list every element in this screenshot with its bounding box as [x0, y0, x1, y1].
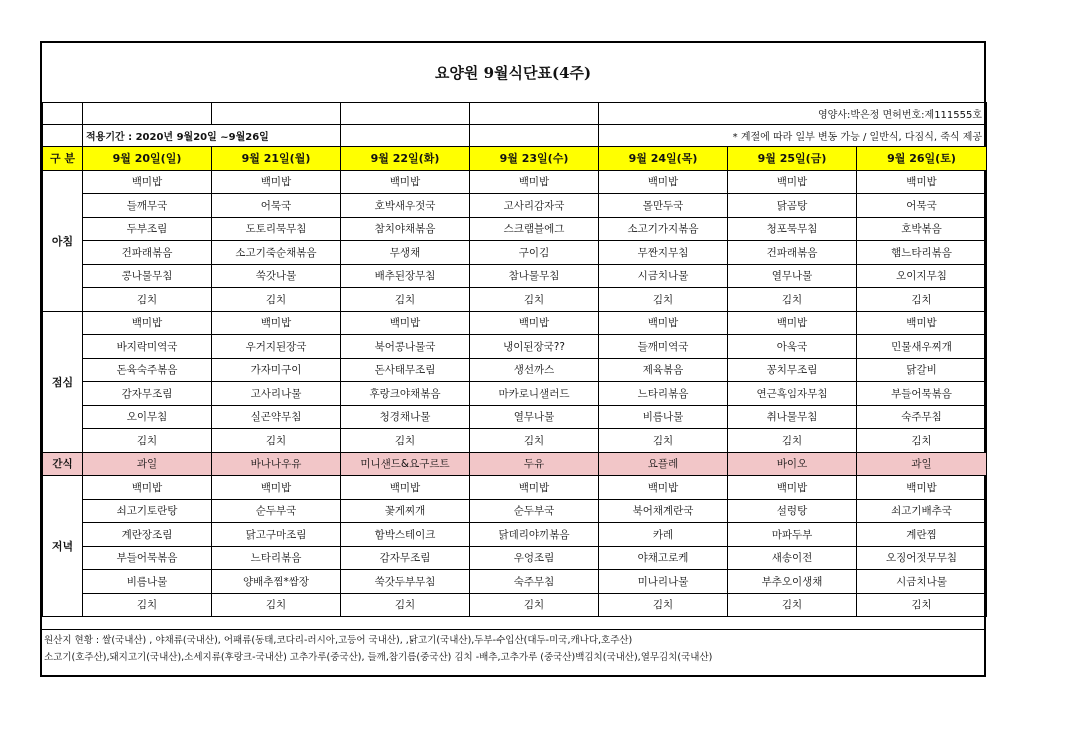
menu-item: 고사리나물 — [212, 382, 341, 406]
menu-item: 민물새우찌개 — [857, 335, 987, 359]
menu-item: 오이무침 — [83, 405, 212, 429]
menu-item: 쑥갓나물 — [212, 264, 341, 288]
menu-item: 소고기죽순채볶음 — [212, 241, 341, 265]
menu-item: 우엉조림 — [470, 546, 599, 570]
header-row — [43, 147, 987, 171]
meta-row-2 — [43, 125, 987, 147]
day-header: 9월 25일(금) — [728, 147, 857, 171]
menu-item: 김치 — [857, 593, 987, 617]
menu-item: 비름나물 — [599, 405, 728, 429]
menu-item: 김치 — [212, 593, 341, 617]
menu-item: 어묵국 — [212, 194, 341, 218]
menu-item: 꽁치무조림 — [728, 358, 857, 382]
meta-row-1 — [43, 103, 987, 125]
lunch-row — [43, 358, 987, 382]
menu-item: 카레 — [599, 523, 728, 547]
menu-item: 김치 — [857, 429, 987, 453]
day-header: 9월 20일(일) — [83, 147, 212, 171]
menu-item: 김치 — [83, 288, 212, 312]
menu-item: 김치 — [212, 288, 341, 312]
menu-item: 돈육숙주볶음 — [83, 358, 212, 382]
menu-item: 김치 — [341, 593, 470, 617]
menu-item: 우거지된장국 — [212, 335, 341, 359]
menu-item: 쇠고기토란탕 — [83, 499, 212, 523]
menu-item: 김치 — [341, 288, 470, 312]
lunch-row — [43, 429, 987, 453]
menu-item: 무짠지무침 — [599, 241, 728, 265]
menu-item: 김치 — [470, 288, 599, 312]
menu-item: 도토리묵무침 — [212, 217, 341, 241]
menu-item: 마파두부 — [728, 523, 857, 547]
menu-item: 취나물무침 — [728, 405, 857, 429]
dinner-label: 저녁 — [43, 476, 83, 617]
menu-item: 백미밥 — [728, 311, 857, 335]
day-header: 9월 21일(월) — [212, 147, 341, 171]
breakfast-row — [43, 170, 987, 194]
menu-item: 백미밥 — [83, 170, 212, 194]
menu-item: 생선까스 — [470, 358, 599, 382]
breakfast-row — [43, 217, 987, 241]
menu-item: 느타리볶음 — [212, 546, 341, 570]
menu-item: 순두부국 — [470, 499, 599, 523]
menu-item: 김치 — [599, 288, 728, 312]
menu-item: 닭고구마조림 — [212, 523, 341, 547]
breakfast-row — [43, 241, 987, 265]
menu-item: 감자무조림 — [341, 546, 470, 570]
menu-item: 청포묵무침 — [728, 217, 857, 241]
menu-item: 백미밥 — [470, 311, 599, 335]
menu-note: * 계절에 따라 일부 변동 가능 / 일반식, 다짐식, 죽식 제공 — [599, 125, 987, 147]
menu-item: 계란장조림 — [83, 523, 212, 547]
menu-item: 북어채계란국 — [599, 499, 728, 523]
snack-item: 과일 — [857, 452, 987, 476]
menu-item: 백미밥 — [857, 170, 987, 194]
snack-row — [43, 452, 987, 476]
menu-item: 마카로니샐러드 — [470, 382, 599, 406]
menu-item: 함박스테이크 — [341, 523, 470, 547]
menu-item: 참나물무침 — [470, 264, 599, 288]
menu-item: 백미밥 — [599, 170, 728, 194]
menu-item: 몰만두국 — [599, 194, 728, 218]
menu-item: 건파래볶음 — [83, 241, 212, 265]
menu-item: 백미밥 — [341, 170, 470, 194]
menu-item: 김치 — [83, 593, 212, 617]
menu-item: 느타리볶음 — [599, 382, 728, 406]
menu-item: 부들어묵볶음 — [83, 546, 212, 570]
menu-item: 들깨무국 — [83, 194, 212, 218]
origin-line: 소고기(호주산),돼지고기(국내산),소세지류(후랑크-국내산) 고추가루(중국산), 들깨,참기름(중국산) 김치 -배추,고추가루 (중국산)백김치(국내산),열무김치(국내산) — [44, 652, 713, 663]
menu-item: 부추오이생채 — [728, 570, 857, 594]
menu-item: 백미밥 — [599, 311, 728, 335]
menu-item: 백미밥 — [470, 476, 599, 500]
menu-item: 설렁탕 — [728, 499, 857, 523]
dinner-row — [43, 476, 987, 500]
menu-item: 구이김 — [470, 241, 599, 265]
application-period: 적용기간 : 2020년 9월20일 ~9월26일 — [83, 125, 341, 147]
menu-item: 숙주무침 — [470, 570, 599, 594]
page-title: 요양원 9월식단표(4주) — [42, 43, 984, 103]
menu-item: 김치 — [599, 429, 728, 453]
lunch-row — [43, 382, 987, 406]
menu-item: 백미밥 — [857, 476, 987, 500]
menu-item: 호박볶음 — [857, 217, 987, 241]
dinner-row — [43, 546, 987, 570]
menu-item: 비름나물 — [83, 570, 212, 594]
menu-item: 오징어젓무무침 — [857, 546, 987, 570]
menu-item: 연근흑임자무침 — [728, 382, 857, 406]
menu-item: 후랑크야채볶음 — [341, 382, 470, 406]
snack-item: 요플레 — [599, 452, 728, 476]
menu-item: 백미밥 — [212, 476, 341, 500]
snack-item: 바이오 — [728, 452, 857, 476]
menu-item: 김치 — [728, 429, 857, 453]
menu-item: 열무나물 — [728, 264, 857, 288]
menu-item: 백미밥 — [599, 476, 728, 500]
menu-item: 백미밥 — [212, 170, 341, 194]
menu-item: 부들어묵볶음 — [857, 382, 987, 406]
menu-item: 시금치나물 — [599, 264, 728, 288]
menu-item: 야채고로케 — [599, 546, 728, 570]
menu-item: 닭데리야끼볶음 — [470, 523, 599, 547]
category-header: 구 분 — [43, 147, 83, 171]
menu-item: 김치 — [341, 429, 470, 453]
menu-item: 제육볶음 — [599, 358, 728, 382]
menu-sheet — [40, 41, 986, 677]
snack-label: 간식 — [43, 452, 83, 476]
menu-item: 오이지무침 — [857, 264, 987, 288]
lunch-row — [43, 311, 987, 335]
menu-item: 새송이전 — [728, 546, 857, 570]
menu-item: 닭갈비 — [857, 358, 987, 382]
menu-item: 감자무조림 — [83, 382, 212, 406]
menu-item: 김치 — [212, 429, 341, 453]
menu-item: 백미밥 — [341, 476, 470, 500]
menu-item: 호박새우젓국 — [341, 194, 470, 218]
menu-item: 아욱국 — [728, 335, 857, 359]
menu-item: 김치 — [470, 429, 599, 453]
menu-item: 백미밥 — [857, 311, 987, 335]
dinner-row — [43, 499, 987, 523]
menu-item: 백미밥 — [83, 476, 212, 500]
menu-item: 계란찜 — [857, 523, 987, 547]
menu-item: 어묵국 — [857, 194, 987, 218]
menu-item: 닭곰탕 — [728, 194, 857, 218]
menu-item: 양배추찜*쌈장 — [212, 570, 341, 594]
menu-item: 콩나물무침 — [83, 264, 212, 288]
menu-item: 김치 — [83, 429, 212, 453]
snack-item: 미니샌드&요구르트 — [341, 452, 470, 476]
menu-item: 북어콩나물국 — [341, 335, 470, 359]
menu-item: 백미밥 — [470, 170, 599, 194]
dinner-row — [43, 523, 987, 547]
menu-item: 김치 — [728, 288, 857, 312]
snack-item: 과일 — [83, 452, 212, 476]
menu-item: 백미밥 — [728, 476, 857, 500]
day-header: 9월 22일(화) — [341, 147, 470, 171]
menu-item: 순두부국 — [212, 499, 341, 523]
day-header: 9월 26일(토) — [857, 147, 987, 171]
menu-item: 김치 — [728, 593, 857, 617]
lunch-row — [43, 335, 987, 359]
menu-item: 실곤약무침 — [212, 405, 341, 429]
menu-item: 백미밥 — [212, 311, 341, 335]
breakfast-row — [43, 194, 987, 218]
menu-item: 꽃게찌개 — [341, 499, 470, 523]
dinner-row — [43, 570, 987, 594]
origin-line: 원산지 현황 : 쌀(국내산) , 야채류(국내산), 어패류(동태,코다리-러시아,고등어 국내산), ,닭고기(국내산),두부-수입산(대두-미국,캐나다,호주산) — [44, 635, 633, 646]
menu-table — [42, 102, 987, 617]
menu-item: 스크램블에그 — [470, 217, 599, 241]
breakfast-row — [43, 264, 987, 288]
menu-item: 백미밥 — [83, 311, 212, 335]
menu-item: 돈사태무조림 — [341, 358, 470, 382]
menu-item: 김치 — [857, 288, 987, 312]
menu-item: 들깨미역국 — [599, 335, 728, 359]
snack-item: 바나나우유 — [212, 452, 341, 476]
dinner-row — [43, 593, 987, 617]
nutritionist-info: 영양사:박은정 면허번호:제111555호 — [599, 103, 987, 125]
menu-item: 배추된장무침 — [341, 264, 470, 288]
menu-item: 백미밥 — [728, 170, 857, 194]
menu-item: 청경채나물 — [341, 405, 470, 429]
menu-item: 소고기가지볶음 — [599, 217, 728, 241]
menu-item: 미나리나물 — [599, 570, 728, 594]
menu-item: 햄느타리볶음 — [857, 241, 987, 265]
origin-info — [42, 629, 984, 666]
day-header: 9월 24일(목) — [599, 147, 728, 171]
snack-item: 두유 — [470, 452, 599, 476]
lunch-label: 점심 — [43, 311, 83, 452]
menu-item: 참치야채볶음 — [341, 217, 470, 241]
menu-item: 백미밥 — [341, 311, 470, 335]
menu-item: 무생채 — [341, 241, 470, 265]
menu-item: 쇠고기배추국 — [857, 499, 987, 523]
day-header: 9월 23일(수) — [470, 147, 599, 171]
breakfast-row — [43, 288, 987, 312]
menu-item: 김치 — [470, 593, 599, 617]
menu-item: 두부조림 — [83, 217, 212, 241]
menu-item: 냉이된장국?? — [470, 335, 599, 359]
menu-item: 건파래볶음 — [728, 241, 857, 265]
menu-item: 김치 — [599, 593, 728, 617]
breakfast-label: 아침 — [43, 170, 83, 311]
menu-item: 바지락미역국 — [83, 335, 212, 359]
menu-item: 가자미구이 — [212, 358, 341, 382]
menu-item: 열무나물 — [470, 405, 599, 429]
menu-item: 고사리감자국 — [470, 194, 599, 218]
menu-item: 쑥갓두부무침 — [341, 570, 470, 594]
menu-item: 숙주무침 — [857, 405, 987, 429]
menu-item: 시금치나물 — [857, 570, 987, 594]
lunch-row — [43, 405, 987, 429]
